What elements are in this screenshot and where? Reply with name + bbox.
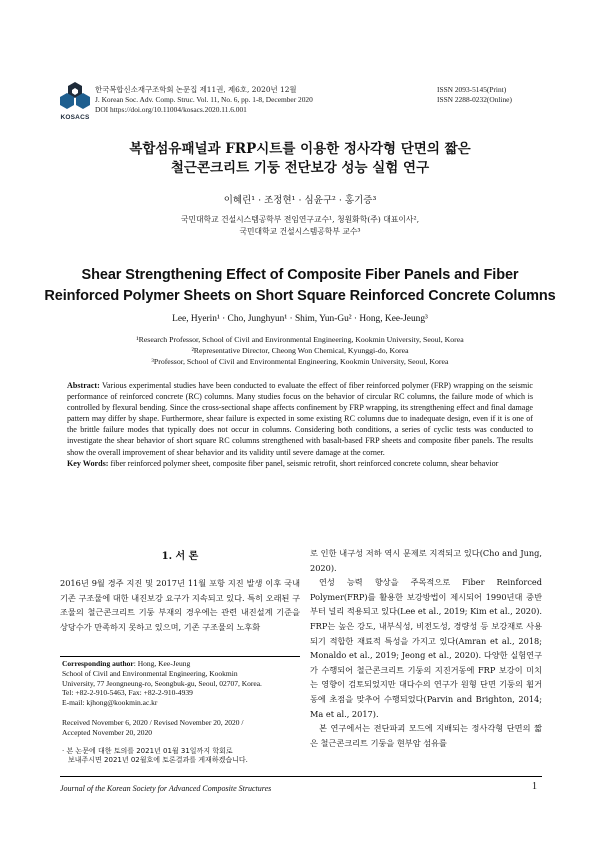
address-line1: School of Civil and Environmental Engineering, Kookmin bbox=[62, 668, 238, 678]
discussion-note-1: · 본 논문에 대한 토의를 2021년 01월 31일까지 학회로 bbox=[62, 746, 233, 755]
footer-journal: Journal of the Korean Society for Advanced Composite Structures bbox=[60, 784, 272, 793]
affiliation-en bbox=[30, 335, 570, 367]
title-en-line2: Reinforced Polymer Sheets on Short Square Reinforced Concrete Columns bbox=[44, 288, 556, 304]
journal-name-kr: 한국복합신소재구조학회 논문집 제11권, 제6호, 2020년 12월 bbox=[95, 85, 297, 94]
issn-block bbox=[437, 85, 512, 105]
discussion-note-2: 보내주시면 2021년 02월호에 토론결과를 게재하겠습니다. bbox=[68, 756, 248, 765]
footer-divider bbox=[60, 776, 542, 777]
footnote-block bbox=[62, 659, 302, 766]
title-kr-line1: 복합섬유패널과 FRP시트를 이용한 정사각형 단면의 짧은 bbox=[129, 141, 471, 157]
authors-kr: 이혜린¹ · 조정현¹ · 심윤구² · 홍기증³ bbox=[223, 195, 377, 206]
right-column bbox=[310, 546, 542, 750]
affiliation-kr-line2: 국민대학교 건설시스템공학부 교수³ bbox=[239, 226, 361, 236]
corresponding-author bbox=[62, 659, 302, 669]
journal-logo bbox=[58, 81, 92, 121]
address-line2: University, 77 Jeongneung-ro, Seongbuk-gu, Seoul, 02707, Korea. bbox=[62, 678, 262, 688]
abstract-block bbox=[67, 380, 533, 469]
affiliation-kr-line1: 국민대학교 건설시스템공학부 전임연구교수¹, 청원화학(주) 대표이사², bbox=[180, 215, 420, 224]
abstract-text: Various experimental studies have been conducted to evaluate the effect of fiber reinforced polymer (FRP) wrapping on the seismic performance of reinforced concrete (RC) columns. Many studies focus on the behavior of circular RC columns, the failure mode of which is controlled by flexural bending. Since the cross-sectional shape affects confinement by FRP wrapping, its strengthening effect and final damage pattern may differ by shape. Furthermore, shear failure is expected in some existing RC columns due to inadequate design, even if it is one of the brittle failure modes that typically does not occur in columns. Considering both conditions, a series of cyclic tests was conducted to investigate the shear behavior of short square RC columns strengthened with basalt-based FRP sheets and composite fiber panels. The results show the overall improvement of shear behavior and its validity until severe damage at the corner. bbox=[67, 381, 533, 457]
affiliation-kr bbox=[40, 214, 560, 237]
issn-print: ISSN 2093-5145(Print) bbox=[437, 85, 507, 94]
authors-en: Lee, Hyerin¹ · Cho, Junghyun¹ · Shim, Yun-Gu² · Hong, Kee-Jeung³ bbox=[172, 314, 428, 324]
journal-name-en: J. Korean Soc. Adv. Comp. Struc. Vol. 11, No. 6, pp. 1-8, December 2020 bbox=[95, 95, 313, 104]
title-kr-line2: 철근콘크리트 기둥 전단보강 성능 실험 연구 bbox=[170, 160, 430, 176]
page-number: 1 bbox=[532, 781, 537, 792]
issn-online: ISSN 2288-0232(Online) bbox=[437, 95, 512, 104]
corresponding-author-label: Corresponding author bbox=[62, 659, 134, 668]
accepted-date: Accepted November 20, 2020 bbox=[62, 727, 152, 737]
affiliation-en-line2: ²Representative Director, Cheong Won Chemical, Kyunggi-do, Korea bbox=[191, 345, 409, 355]
right-paragraph-0: 로 인한 내구성 저하 역시 문제로 지적되고 있다(Cho and Jung, 2020). bbox=[310, 548, 542, 573]
right-paragraph-2: 본 연구에서는 전단파괴 모드에 지배되는 정사각형 단면의 짧은 철근콘크리트 기둥을 현부암 섬유를 bbox=[310, 723, 542, 748]
title-kr bbox=[40, 140, 560, 178]
keywords-text: fiber reinforced polymer sheet, composite fiber panel, seismic retrofit, short reinforced concrete column, shear behavior bbox=[108, 458, 499, 468]
abstract-label: Abstract: bbox=[67, 381, 100, 390]
right-paragraph-1: 연성 능력 향상을 주목적으로 Fiber Reinforced Polymer(FRP)를 활용한 보강방법이 제시되어 1990년대 중반부터 널리 적용되고 있다(Lee et al., 2019; Kim et al., 2020). FRP는 높은 강도, 내부식성, 비전도성, 경량성 등 보강재로 사용되기 적합한 재료적 특성을 가지고 있다(Amran et al., 2018; Monaldo et al., 2019; Jeong et al., 2020). 다양한 실험연구가 수행되어 철근콘크리트 기둥의 지진거동에 FRP 보강이 미치는 영향이 검토되었지만 대다수의 연구가 원형 단면 기둥의 휨거동에 초점을 맞추어 수행되었다(Parvin and Brighton, 2014; Ma et al., 2017). bbox=[310, 577, 542, 719]
doi-link[interactable]: DOI https://doi.org/10.11004/kosacs.2020.11.6.001 bbox=[95, 105, 247, 114]
keywords-paragraph bbox=[67, 458, 533, 469]
corresponding-author-name: : Hong, Kee-Jeung bbox=[133, 659, 191, 668]
journal-header bbox=[95, 85, 313, 115]
affiliation-en-line1: ¹Research Professor, School of Civil and Environmental Engineering, Kookmin University, Seoul, Korea bbox=[136, 335, 464, 344]
section-heading-introduction: 1. 서 론 bbox=[161, 551, 199, 562]
title-en-line1: Shear Strengthening Effect of Composite Fiber Panels and Fiber bbox=[81, 267, 519, 283]
email[interactable]: E-mail: kjhong@kookmin.ac.kr bbox=[62, 698, 158, 708]
footnote-divider bbox=[60, 656, 300, 657]
logo-text: KOSACS bbox=[60, 114, 90, 121]
title-en bbox=[30, 265, 570, 307]
intro-paragraph-1: 2016년 9월 경주 지진 및 2017년 11월 포항 지진 발생 이후 국내 기존 구조물에 대한 내진보강 요구가 지속되고 있다. 특히 오래된 구조물의 철근콘크리트 기둥 부재의 경우에는 관련 내진설계 기준을 상당수가 만족하지 못하고 있으며, 기존 구조물의 노후화 bbox=[60, 578, 300, 632]
tel-fax: Tel: +82-2-910-5463, Fax: +82-2-910-4939 bbox=[62, 688, 193, 698]
kosacs-logo-icon bbox=[58, 81, 92, 111]
keywords-label: Key Words: bbox=[67, 458, 109, 468]
abstract-paragraph bbox=[67, 380, 533, 458]
affiliation-en-line3: ³Professor, School of Civil and Environmental Engineering, Kookmin University, Seoul, Korea bbox=[151, 356, 449, 366]
received-date: Received November 6, 2020 / Revised November 20, 2020 / bbox=[62, 717, 244, 727]
